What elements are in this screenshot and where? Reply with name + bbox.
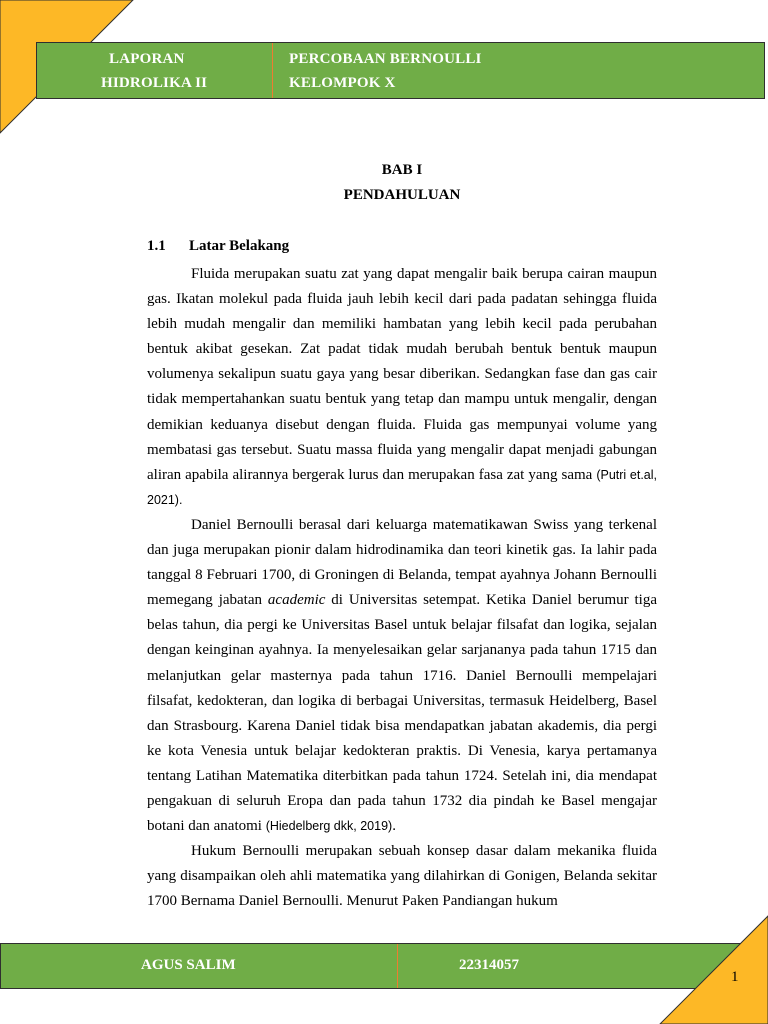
section-heading	[147, 238, 289, 255]
paragraph-law-text: Hukum Bernoulli merupakan sebuah konsep dasar dalam mekanika fluida yang disampaikan oleh ahli matematika yang dilahirkan di Gonigen, Belanda sekitar 1700 Bernama Daniel Bernoulli. Menurut Paken Pandiangan hukum	[147, 843, 657, 910]
chapter-title: PENDAHULUAN	[343, 187, 461, 203]
header-experiment-title: PERCOBAAN BERNOULLI	[289, 51, 482, 67]
footer-student-id: 22314057	[459, 957, 519, 973]
page-number: 1	[731, 969, 739, 985]
citation-putri: (Putri et.al, 2021).	[147, 467, 657, 507]
chapter-number: BAB I	[381, 162, 423, 178]
paragraph-bio-text-b: di Universitas setempat. Ketika Daniel berumur tiga belas tahun, dia pergi ke Universitas Basel untuk belajar filsafat dan logika, sejalan dengan keinginan ayahnya. Ia menyelesaikan gelar sarjananya pada tahun 1715 dan melanjutkan gelar masternya pada tahun 1716. Daniel Bernoulli mempelajari filsafat, kedokteran, dan logika di berbagai Universitas, termasuk Heidelberg, Basel dan Strasbourg. Karena Daniel tidak bisa mendapatkan jabatan akademis, dia pergi ke kota Venesia untuk belajar kedokteran praktis. Di Venesia, karya pertamanya tentang Latihan Matematika diterbitkan pada tahun 1724. Setelah ini, dia mendapat pengakuan di seluruh Eropa dan pada tahun 1732 dia pindah ke Basel mengajar botani dan anatomi	[147, 592, 658, 835]
header-bar	[36, 42, 765, 99]
footer-author-name: AGUS SALIM	[141, 957, 236, 973]
paragraph-bernoulli-law	[147, 839, 657, 914]
footer-divider	[397, 944, 398, 988]
header-course-label: HIDROLIKA II	[101, 75, 208, 91]
paragraph-fluid-text: Fluida merupakan suatu zat yang dapat mengalir baik berupa cairan maupun gas. Ikatan molekul pada fluida jauh lebih kecil dari pada padatan sehingga fluida lebih mudah mengalir dan memiliki hambatan yang lebih kecil pada perubahan bentuk akibat gesekan. Zat padat tidak mudah berubah bentuk bentuk maupun volumenya sekalipun suatu gaya yang besar diberikan. Sedangkan fase dan gas cair tidak mempertahankan suatu bentuk yang tetap dan mampu untuk mengalir, dengan demikian keduanya disebut dengan fluida. Fluida gas mempunyai volume yang membatasi gas tersebut. Suatu massa fluida yang mengalir dapat menjadi gabungan aliran apabila alirannya bergerak lurus dan merupakan fasa zat yang sama	[147, 266, 657, 483]
header-report-label: LAPORAN	[109, 51, 185, 67]
paragraph-bio-text-a: Daniel Bernoulli berasal dari keluarga matematikawan Swiss yang terkenal dan juga merupakan pionir dalam hidrodinamika dan teori kinetik gas. Ia lahir pada tanggal 8 Februari 1700, di Groningen di Belanda, tempat ayahnya Johann Bernoulli memegang jabatan	[147, 516, 657, 609]
section-title: Latar Belakang	[189, 238, 290, 254]
header-group-label: KELOMPOK X	[289, 75, 396, 91]
section-number: 1.1	[147, 238, 166, 254]
paragraph-bio-end: .	[392, 818, 396, 835]
italic-term-academic: academic	[267, 592, 326, 609]
paragraph-bernoulli-bio	[147, 513, 657, 839]
body-text	[147, 262, 657, 914]
paragraph-fluid	[147, 262, 657, 513]
corner-decoration-bottom-right	[658, 914, 768, 1024]
footer-bar	[0, 943, 767, 989]
citation-hiedelberg: (Hiedelberg dkk, 2019)	[265, 819, 393, 834]
